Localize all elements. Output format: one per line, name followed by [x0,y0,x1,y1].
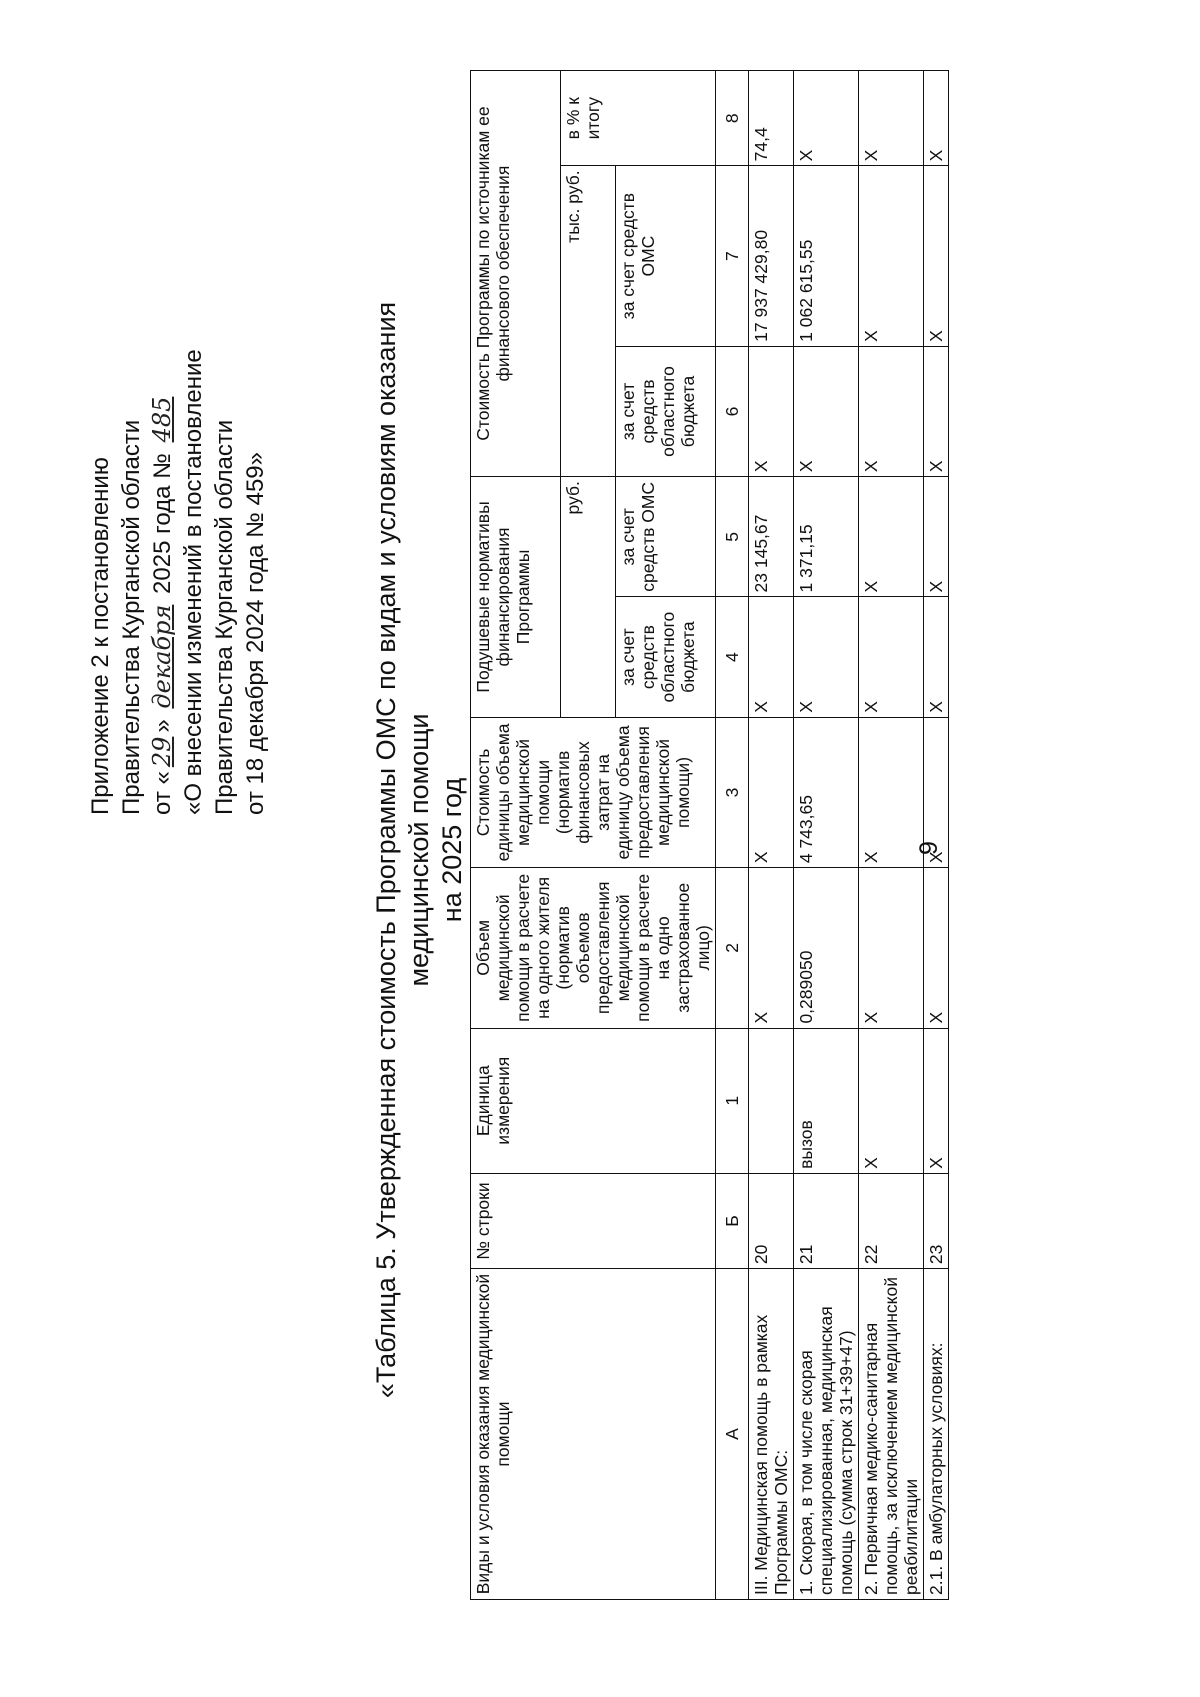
header-per-capita-unit: руб. [561,477,616,718]
row-no: 21 [794,1173,859,1268]
appendix-line-3 [147,349,178,815]
row-pc-oms: 1 371,15 [794,477,859,597]
row-unit [749,1028,794,1173]
row-name: 2. Первичная медико-санитарная помощь, за исключением медицинской реабилитации [859,1269,924,1600]
row-pr-budget: Х [749,346,794,476]
row-no: 20 [749,1173,794,1268]
handwritten-day: 29 [148,736,176,768]
header-row-no: № строки [471,1173,716,1268]
row-pc-oms: Х [924,477,949,597]
header-volume: Объем медицинской помощи в расчете на одного жителя (норматив объемов предоставления медицинской помощи в расчете на одно застрахованное лицо) [471,868,716,1028]
row-pr-oms: Х [859,166,924,346]
row-volume: Х [859,868,924,1028]
header-per-capita: Подушевые нормативы финансирования Программы [471,477,561,718]
row-unit: Х [924,1028,949,1173]
index-cell: А [716,1269,749,1600]
page-number: 9 [915,841,943,855]
header-pc-budget: за счет средств областного бюджета [616,597,716,717]
table-title-line-1: «Таблица 5. Утвержденная стоимость Программы ОМС по видам и условиям оказания медицинской помощи [371,301,434,1399]
date-quote: » [149,719,176,733]
cost-table [470,70,949,1600]
row-percent: Х [794,71,859,166]
row-percent: 74,4 [749,71,794,166]
handwritten-month: декабря [148,604,176,709]
row-name: 1. Скорая, в том числе скорая специализированная, медицинская помощь (сумма строк 31+39+47) [794,1269,859,1600]
table-row [794,71,859,1600]
row-pc-oms: 23 145,67 [749,477,794,597]
header-kinds: Виды и условия оказания медицинской помощи [471,1269,716,1600]
header-row-1 [471,71,561,1600]
appendix-block [85,349,271,815]
appendix-line-2: Правительства Курганской области [118,419,145,815]
row-no: 22 [859,1173,924,1268]
header-pc-oms: за счет средств ОМС [616,477,716,597]
date-year: 2025 года № [149,453,176,594]
header-unit: Единица измерения [471,1028,716,1173]
date-prefix: от « [149,771,176,815]
row-pr-budget: Х [924,346,949,476]
row-pc-budget: Х [749,597,794,717]
row-volume: Х [749,868,794,1028]
index-cell: 1 [716,1028,749,1173]
row-unit: вызов [794,1028,859,1173]
row-pr-budget: Х [794,346,859,476]
table-row [924,71,949,1600]
row-no: 23 [924,1173,949,1268]
header-program-cost-unit: тыс. руб. [561,166,616,477]
row-unit: Х [859,1028,924,1173]
header-pr-budget: за счет средств областного бюджета [616,346,716,476]
index-cell: 5 [716,477,749,597]
row-pc-budget: Х [859,597,924,717]
table-title-line-2: на 2025 год [437,777,467,923]
row-percent: Х [859,71,924,166]
appendix-line-5: Правительства Курганской области [211,419,238,815]
row-volume: Х [924,868,949,1028]
row-pc-budget: Х [794,597,859,717]
table-row [749,71,794,1600]
index-row [716,71,749,1600]
row-unit-cost: 4 743,65 [794,717,859,867]
row-pr-budget: Х [859,346,924,476]
index-cell: 2 [716,868,749,1028]
row-unit-cost: Х [924,717,949,867]
handwritten-number: 485 [148,396,176,443]
index-cell: Б [716,1173,749,1268]
appendix-line-1: Приложение 2 к постановлению [87,457,114,815]
table-row [859,71,924,1600]
header-program-cost: Стоимость Программы по источникам ее финансового обеспечения [471,71,561,477]
row-percent: Х [924,71,949,166]
row-volume: 0,289050 [794,868,859,1028]
index-cell: 4 [716,597,749,717]
index-cell: 3 [716,717,749,867]
row-pc-budget: Х [924,597,949,717]
row-unit-cost: Х [859,717,924,867]
row-pr-oms: Х [924,166,949,346]
row-name: III. Медицинская помощь в рамках Программы ОМС: [749,1269,794,1600]
row-pr-oms: 1 062 615,55 [794,166,859,346]
rotated-page-content [75,65,1135,1625]
row-pr-oms: 17 937 429,80 [749,166,794,346]
index-cell: 7 [716,166,749,346]
index-cell: 8 [716,71,749,166]
header-unit-cost: Стоимость единицы объема медицинской помощи (норматив финансовых затрат на единицу объема предоставления медицинской помощи) [471,717,716,867]
header-percent: в % к итогу [561,71,716,166]
row-unit-cost: Х [749,717,794,867]
appendix-line-6: от 18 декабря 2024 года № 459» [242,452,269,815]
appendix-line-4: «О внесении изменений в постановление [180,349,207,815]
table-title [370,225,469,1475]
row-pc-oms: Х [859,477,924,597]
header-pr-oms: за счет средств ОМС [616,166,716,346]
row-name: 2.1. В амбулаторных условиях: [924,1269,949,1600]
index-cell: 6 [716,346,749,476]
